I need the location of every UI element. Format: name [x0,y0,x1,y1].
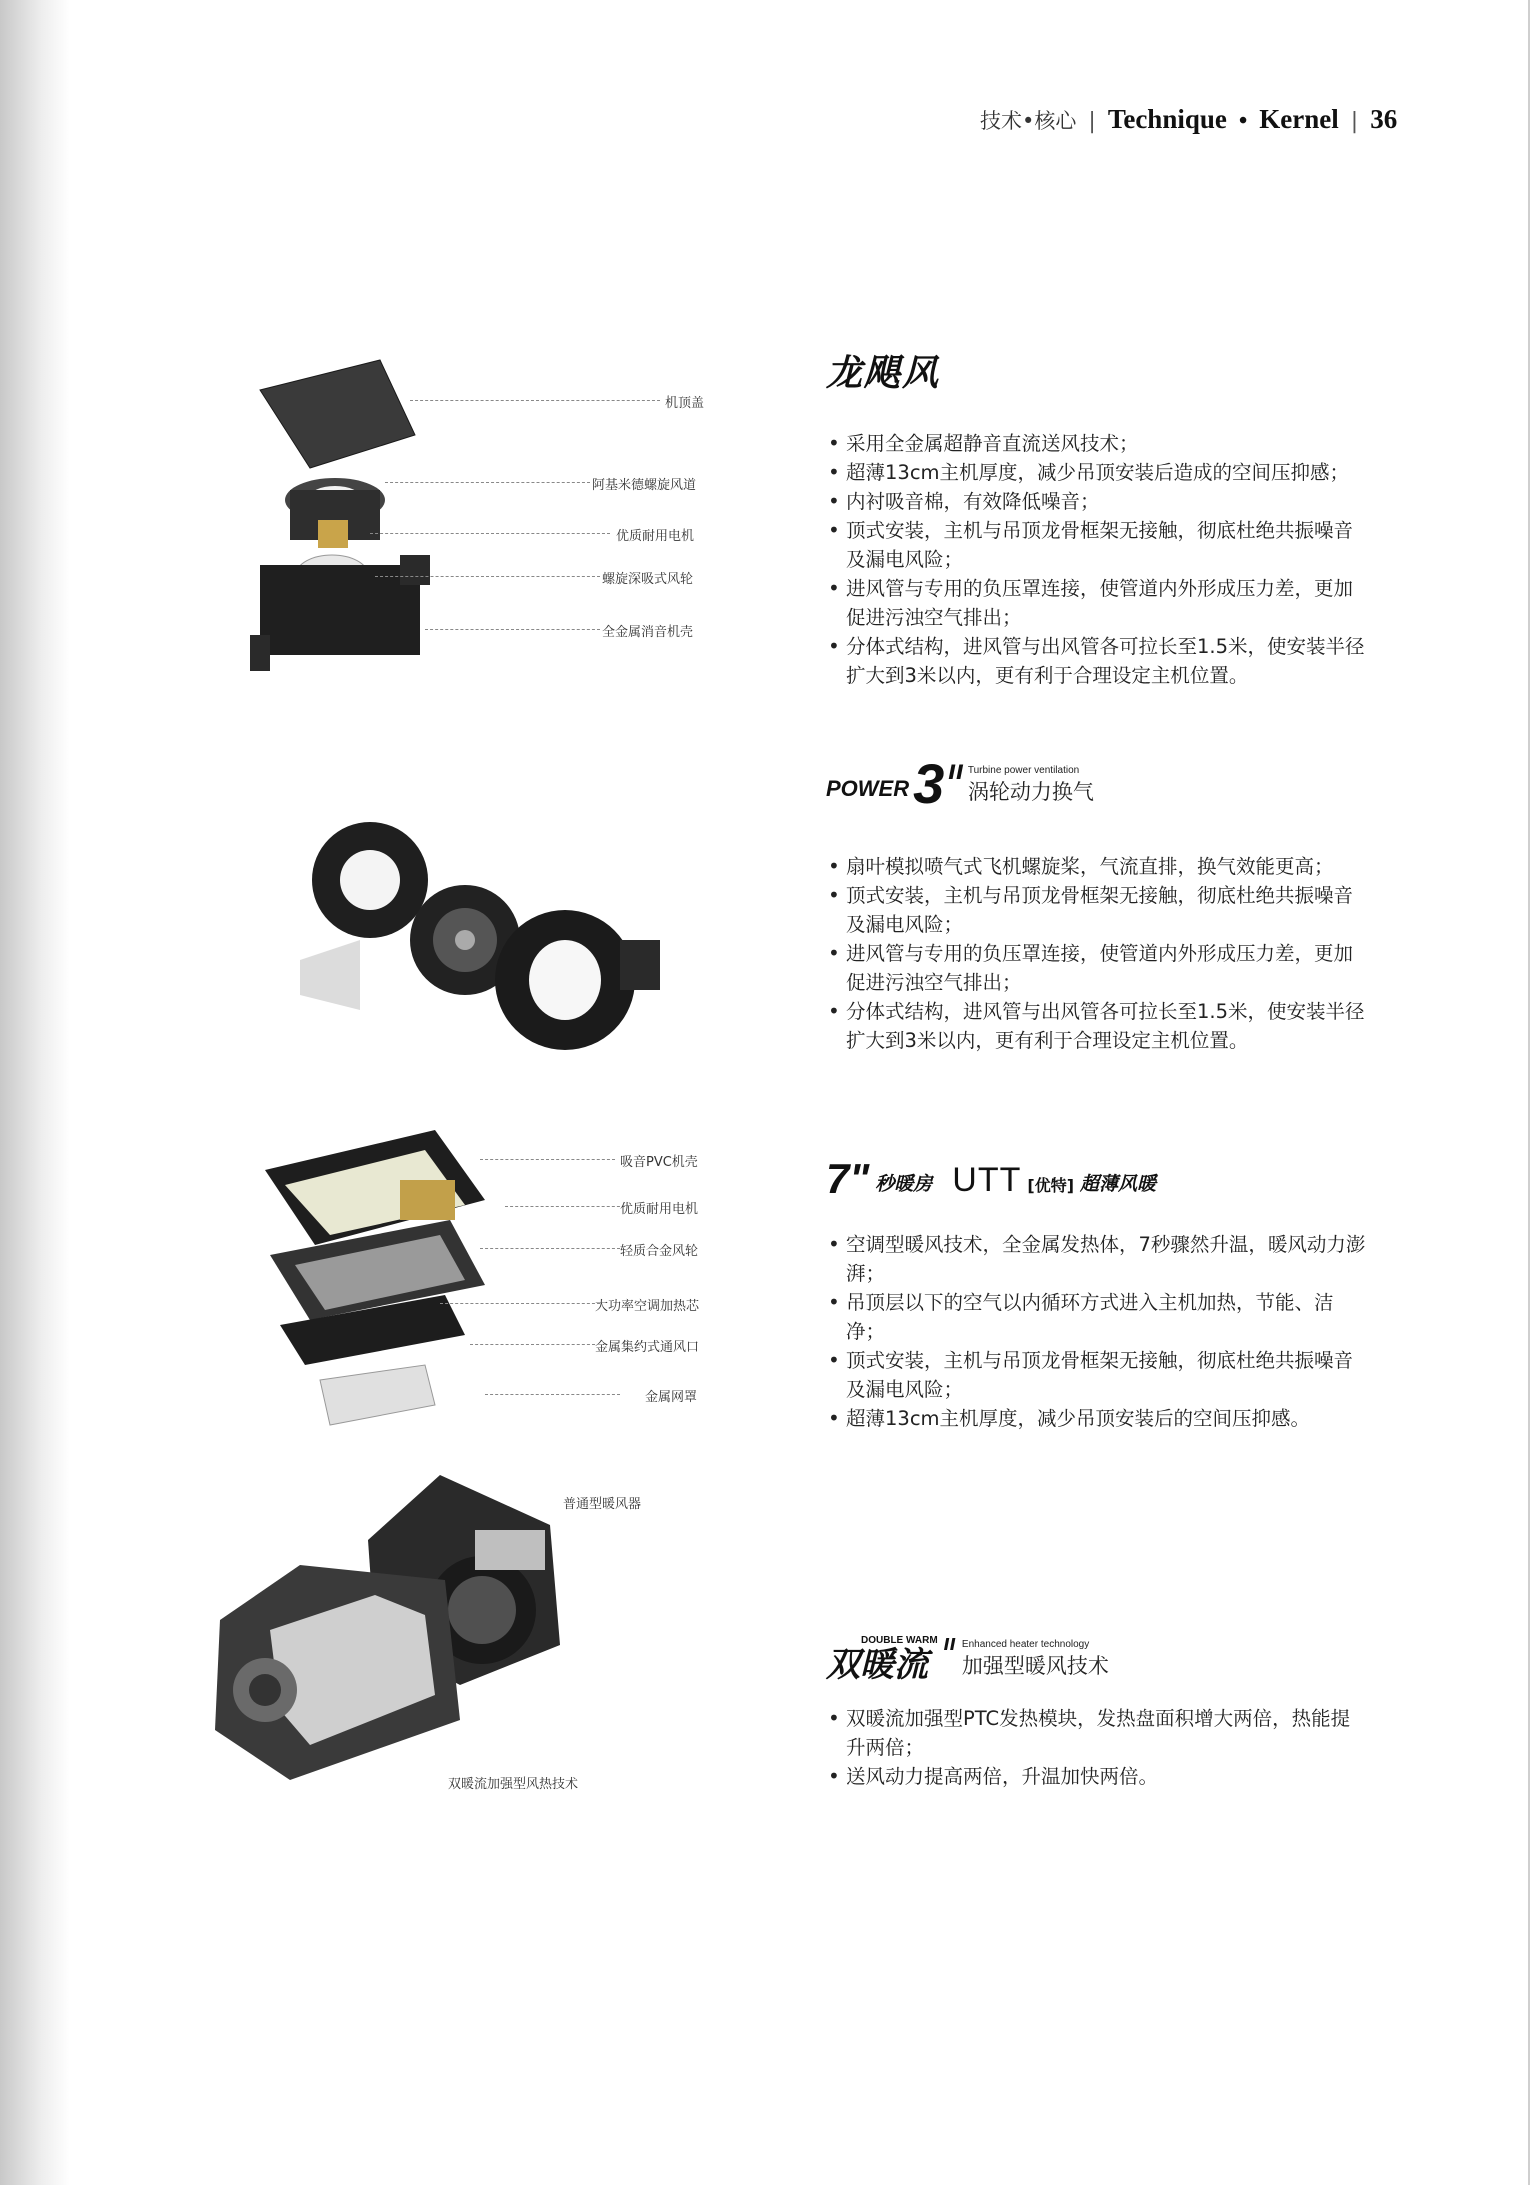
header-bullet: • [1238,108,1248,134]
logo-english-tag: Enhanced heater technology [961,1639,1090,1650]
turbine-fan-figure [300,800,670,1080]
section-long-ju-feng [826,345,1366,690]
logo-english-tag: Turbine power ventilation [967,765,1080,776]
leader-line [410,400,660,401]
label-top-cover: 机顶盖 [665,396,705,411]
power3-logo [826,752,1366,815]
leader-line [485,1394,620,1395]
logo-power-word: POWER [826,776,910,801]
label-heating-core: 大功率空调加热芯 [595,1299,700,1314]
label-fan-wheel: 螺旋深吸式风轮 [602,572,694,587]
list-item: • 吊顶层以下的空气以内循环方式进入主机加热，节能、洁净； [826,1288,1366,1346]
page-binding-shadow [0,0,70,2185]
exploded-heater-figure [250,1125,710,1430]
label-metal-mesh: 金属网罩 [645,1390,698,1405]
header-section-cn: 技术•核心 [980,109,1077,133]
header-separator-2: | [1350,109,1359,134]
label-standard-heater: 普通型暖风器 [563,1497,642,1512]
leader-line [480,1248,620,1249]
label-alloy-wheel: 轻质合金风轮 [620,1244,699,1259]
utt-logo [826,1150,1366,1200]
exploded-heater-illustration [250,1125,490,1430]
label-spiral-duct: 阿基米德螺旋风道 [592,478,697,493]
header-word-kernel: Kernel [1259,104,1339,134]
logo-tag-warm-room: 秒暖房 [875,1173,933,1195]
double-heater-illustration [210,1470,690,1800]
header-word-technique: Technique [1107,104,1227,134]
logo-double-warm-cn: 双暖流 [826,1645,928,1685]
leader-line [470,1344,595,1345]
section-double-warm [826,1622,1366,1791]
list-item: • 顶式安装，主机与吊顶龙骨框架无接触，彻底杜绝共振噪音及漏电风险； [826,1346,1366,1404]
section-subtitle: 加强型暖风技术 [961,1654,1109,1678]
label-motor: 优质耐用电机 [620,1202,699,1217]
section-subtitle: 涡轮动力换气 [967,780,1094,804]
double-warm-logo [826,1622,1366,1684]
list-item: • 进风管与专用的负压罩连接，使管道内外形成压力差，更加促进污浊空气排出； [826,939,1366,997]
exploded-fan-figure [250,350,710,690]
double-heater-figure [210,1470,690,1800]
feature-list [826,852,1366,1055]
leader-line [375,576,600,577]
label-housing: 全金属消音机壳 [602,625,694,640]
leader-line [505,1206,625,1207]
list-item: • 送风动力提高两倍，升温加快两倍。 [826,1762,1366,1791]
label-motor: 优质耐用电机 [616,529,695,544]
leader-line [425,629,600,630]
list-item: • 分体式结构，进风管与出风管各可拉长至1.5米，使安装半径扩大到3米以内，更有利于合理设定主机位置。 [826,632,1366,690]
logo-double-warm-en: DOUBLE WARM [861,1635,938,1646]
list-item: • 顶式安装，主机与吊顶龙骨框架无接触，彻底杜绝共振噪音及漏电风险； [826,881,1366,939]
logo-seven-seconds: 7" [826,1155,870,1202]
list-item: • 进风管与专用的负压罩连接，使管道内外形成压力差，更加促进污浊空气排出； [826,574,1366,632]
feature-list [826,429,1366,690]
list-item: • 超薄13cm主机厚度，减少吊顶安装后造成的空间压抑感； [826,458,1366,487]
logo-caption [962,1639,1109,1680]
leader-line [480,1159,615,1160]
list-item: • 采用全金属超静音直流送风技术； [826,429,1366,458]
label-pvc-shell: 吸音PVC机壳 [620,1155,698,1170]
label-double-heater: 双暖流加强型风热技术 [448,1777,579,1792]
section-power3 [826,752,1366,1055]
logo-power-number: 3 [913,752,945,815]
list-item: • 顶式安装，主机与吊顶龙骨框架无接触，彻底杜绝共振噪音及漏电风险； [826,516,1366,574]
feature-list [826,1704,1366,1791]
list-item: • 分体式结构，进风管与出风管各可拉长至1.5米，使安装半径扩大到3米以内，更有利于合理设定主机位置。 [826,997,1366,1055]
logo-caption [968,765,1094,806]
feature-list [826,1230,1366,1433]
section-title: 龙飓风 [826,353,941,394]
list-item: • 空调型暖风技术，全金属发热体，7秒骤然升温，暖风动力澎湃； [826,1230,1366,1288]
logo-utt-word: UTT [952,1161,1022,1199]
logo-utt-cn: [优特] [1027,1176,1075,1195]
exploded-fan-illustration [250,350,450,690]
page-header [980,104,1420,144]
logo-speed-marks: ıı [948,754,964,785]
logo-double-warm-mark [826,1635,938,1684]
logo-ultra-thin: 超薄风暖 [1080,1173,1157,1195]
list-item: • 超薄13cm主机厚度，减少吊顶安装后的空间压抑感。 [826,1404,1366,1433]
leader-line [385,482,590,483]
section-utt [826,1150,1366,1433]
logo-speed-marks: ıı [943,1630,956,1655]
leader-line [440,1303,600,1304]
list-item: • 扇叶模拟喷气式飞机螺旋桨，气流直排，换气效能更高； [826,852,1366,881]
header-separator: | [1088,109,1096,134]
leader-line [370,533,610,534]
list-item: • 双暖流加强型PTC发热模块，发热盘面积增大两倍，热能提升两倍； [826,1704,1366,1762]
page-number: 36 [1370,104,1398,134]
list-item: • 内衬吸音棉，有效降低噪音； [826,487,1366,516]
turbine-fan-illustration [300,800,670,1080]
label-vent: 金属集约式通风口 [595,1340,700,1355]
